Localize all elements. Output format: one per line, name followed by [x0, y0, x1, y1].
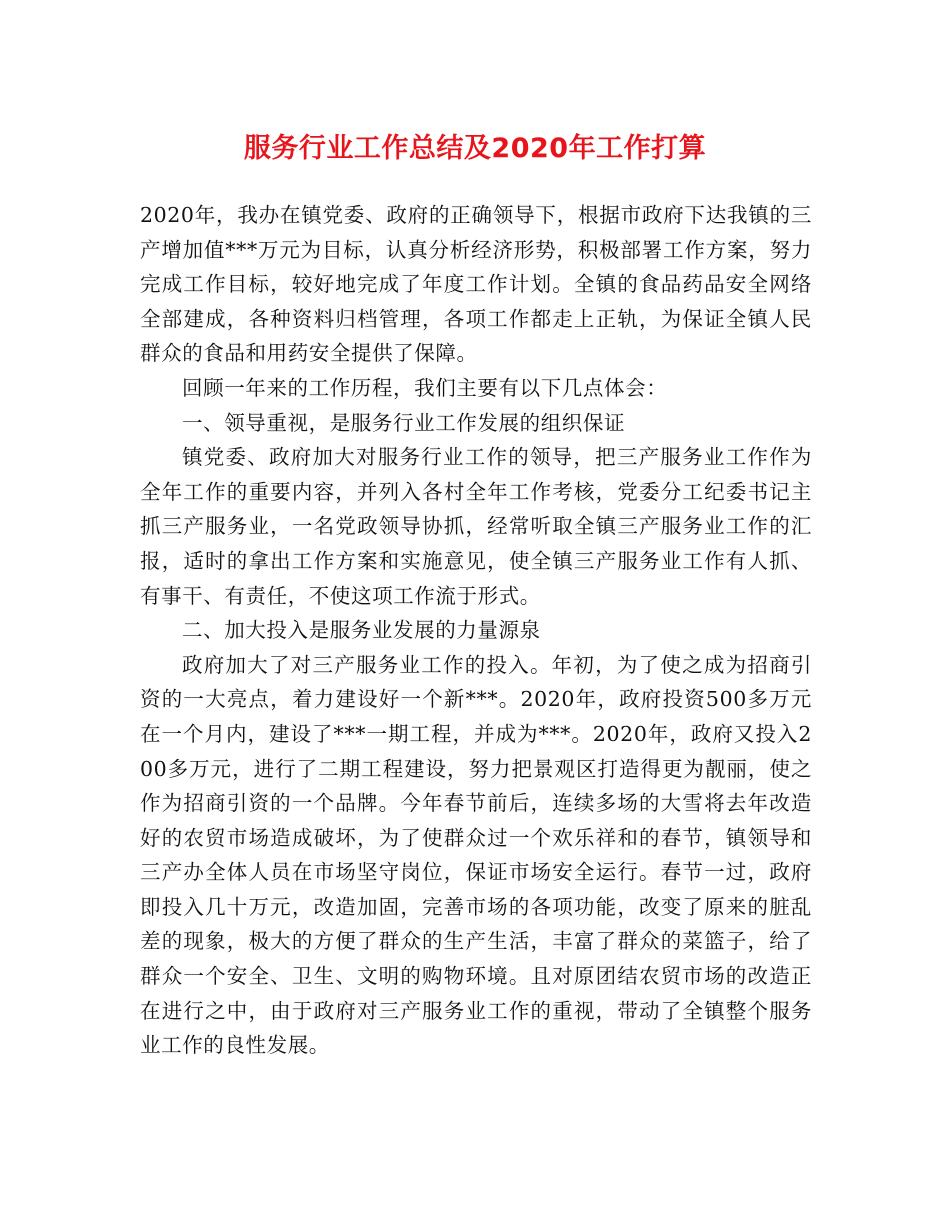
paragraph-leadership: 镇党委、政府加大对服务行业工作的领导，把三产服务业工作作为全年工作的重要内容，并列入各村全年工作考核，党委分工纪委书记主抓三产服务业，一名党政领导协抓，经常听取全镇三产服务业工作的汇报，适时的拿出工作方案和实施意见，使全镇三产服务业工作有人抓、有事干、有责任，不使这项工作流于形式。: [140, 445, 812, 608]
section-heading-1: 一、领导重视，是服务行业工作发展的组织保证: [182, 410, 626, 435]
section-heading-2: 二、加大投入是服务业发展的力量源泉: [182, 618, 541, 643]
paragraph-review: 回顾一年来的工作历程，我们主要有以下几点体会：: [182, 375, 668, 400]
document-title: 服务行业工作总结及2020年工作打算: [243, 133, 707, 164]
paragraph-investment: 政府加大了对三产服务业工作的投入。年初，为了使之成为招商引资的一大亮点，着力建设好一个新***。2020年，政府投资500多万元在一个月内，建设了***一期工程，并成为***。2020年，政府又投入200多万元，进行了二期工程建设，努力把景观区打造得更为靓丽，使之作为招商引资的一个品牌。今年春节前后，连续多场的大雪将去年改造好的农贸市场造成破坏，为了使群众过一个欢乐祥和的春节，镇领导和三产办全体人员在市场坚守岗位，保证市场安全运行。春节一过，政府即投入几十万元，改造加固，完善市场的各项功能，改变了原来的脏乱差的现象，极大的方便了群众的生产生活，丰富了群众的菜篮子，给了群众一个安全、卫生、文明的购物环境。且对原团结农贸市场的改造正在进行之中，由于政府对三产服务业工作的重视，带动了全镇整个服务业工作的良性发展。: [140, 652, 812, 1058]
document-body: [140, 198, 812, 1063]
paragraph-intro: 2020年，我办在镇党委、政府的正确领导下，根据市政府下达我镇的三产增加值***万元为目标，认真分析经济形势，积极部署工作方案，努力完成工作目标，较好地完成了年度工作计划。全镇的食品药品安全网络全部建成，各种资料归档管理，各项工作都走上正轨，为保证全镇人民群众的食品和用药安全提供了保障。: [140, 203, 812, 366]
